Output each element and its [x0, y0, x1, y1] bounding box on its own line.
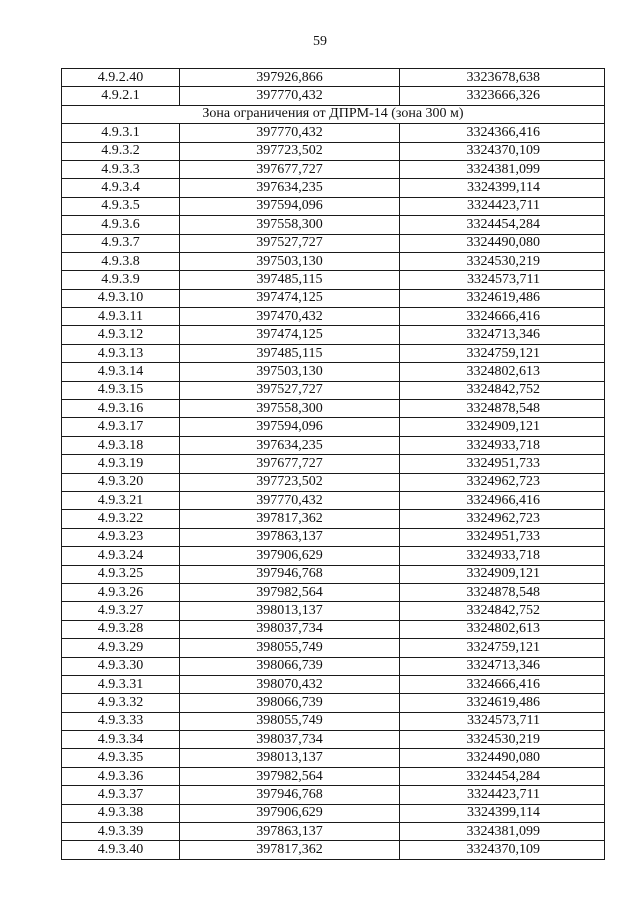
table-row — [62, 400, 605, 418]
point-number-cell: 4.9.3.30 — [62, 657, 180, 675]
point-number-cell: 4.9.3.17 — [62, 418, 180, 436]
table-row — [62, 657, 605, 675]
point-number-cell: 4.9.3.24 — [62, 547, 180, 565]
table-row — [62, 823, 605, 841]
table-row — [62, 363, 605, 381]
table-row — [62, 216, 605, 234]
x-coordinate-cell: 397474,125 — [180, 289, 400, 307]
x-coordinate-cell: 397946,768 — [180, 565, 400, 583]
y-coordinate-cell: 3324878,548 — [400, 400, 605, 418]
point-number-cell: 4.9.3.9 — [62, 271, 180, 289]
x-coordinate-cell: 398055,749 — [180, 712, 400, 730]
x-coordinate-cell: 397634,235 — [180, 436, 400, 454]
x-coordinate-cell: 397677,727 — [180, 455, 400, 473]
point-number-cell: 4.9.3.32 — [62, 694, 180, 712]
y-coordinate-cell: 3324366,416 — [400, 124, 605, 142]
point-number-cell: 4.9.3.6 — [62, 216, 180, 234]
table-row — [62, 455, 605, 473]
y-coordinate-cell: 3324909,121 — [400, 418, 605, 436]
point-number-cell: 4.9.3.10 — [62, 289, 180, 307]
y-coordinate-cell: 3324370,109 — [400, 841, 605, 859]
point-number-cell: 4.9.3.34 — [62, 731, 180, 749]
y-coordinate-cell: 3324530,219 — [400, 731, 605, 749]
x-coordinate-cell: 397770,432 — [180, 124, 400, 142]
point-number-cell: 4.9.3.11 — [62, 308, 180, 326]
y-coordinate-cell: 3324878,548 — [400, 583, 605, 601]
x-coordinate-cell: 397723,502 — [180, 142, 400, 160]
y-coordinate-cell: 3324619,486 — [400, 694, 605, 712]
x-coordinate-cell: 397770,432 — [180, 87, 400, 105]
section-title-row — [62, 105, 605, 123]
y-coordinate-cell: 3324423,711 — [400, 197, 605, 215]
table-row — [62, 620, 605, 638]
y-coordinate-cell: 3324490,080 — [400, 234, 605, 252]
y-coordinate-cell: 3324370,109 — [400, 142, 605, 160]
table-row — [62, 731, 605, 749]
table-row — [62, 565, 605, 583]
x-coordinate-cell: 398066,739 — [180, 694, 400, 712]
y-coordinate-cell: 3324802,613 — [400, 363, 605, 381]
x-coordinate-cell: 397485,115 — [180, 344, 400, 362]
point-number-cell: 4.9.3.19 — [62, 455, 180, 473]
table-row — [62, 418, 605, 436]
table-row — [62, 289, 605, 307]
table-row — [62, 234, 605, 252]
point-number-cell: 4.9.2.40 — [62, 69, 180, 87]
point-number-cell: 4.9.3.29 — [62, 639, 180, 657]
table-row — [62, 749, 605, 767]
y-coordinate-cell: 3324962,723 — [400, 473, 605, 491]
y-coordinate-cell: 3324530,219 — [400, 252, 605, 270]
point-number-cell: 4.9.2.1 — [62, 87, 180, 105]
y-coordinate-cell: 3324966,416 — [400, 491, 605, 509]
page-number: 59 — [313, 34, 327, 49]
y-coordinate-cell: 3324933,718 — [400, 436, 605, 454]
y-coordinate-cell: 3323678,638 — [400, 69, 605, 87]
table-row — [62, 602, 605, 620]
x-coordinate-cell: 397594,096 — [180, 418, 400, 436]
x-coordinate-cell: 397946,768 — [180, 786, 400, 804]
x-coordinate-cell: 397503,130 — [180, 252, 400, 270]
table-row — [62, 712, 605, 730]
x-coordinate-cell: 397982,564 — [180, 583, 400, 601]
section-title: Зона ограничения от ДПРМ-14 (зона 300 м) — [62, 105, 605, 123]
x-coordinate-cell: 397906,629 — [180, 804, 400, 822]
table-row — [62, 583, 605, 601]
point-number-cell: 4.9.3.12 — [62, 326, 180, 344]
table-row — [62, 767, 605, 785]
y-coordinate-cell: 3324666,416 — [400, 675, 605, 693]
point-number-cell: 4.9.3.37 — [62, 786, 180, 804]
y-coordinate-cell: 3323666,326 — [400, 87, 605, 105]
y-coordinate-cell: 3324909,121 — [400, 565, 605, 583]
y-coordinate-cell: 3324573,711 — [400, 271, 605, 289]
table-row — [62, 160, 605, 178]
x-coordinate-cell: 397634,235 — [180, 179, 400, 197]
table-row — [62, 271, 605, 289]
x-coordinate-cell: 398066,739 — [180, 657, 400, 675]
coordinates-table — [61, 68, 605, 860]
point-number-cell: 4.9.3.27 — [62, 602, 180, 620]
y-coordinate-cell: 3324490,080 — [400, 749, 605, 767]
point-number-cell: 4.9.3.14 — [62, 363, 180, 381]
x-coordinate-cell: 397470,432 — [180, 308, 400, 326]
y-coordinate-cell: 3324951,733 — [400, 528, 605, 546]
table-row — [62, 694, 605, 712]
y-coordinate-cell: 3324842,752 — [400, 381, 605, 399]
table-row — [62, 841, 605, 859]
x-coordinate-cell: 398013,137 — [180, 602, 400, 620]
y-coordinate-cell: 3324666,416 — [400, 308, 605, 326]
x-coordinate-cell: 397527,727 — [180, 234, 400, 252]
x-coordinate-cell: 397558,300 — [180, 216, 400, 234]
table-row — [62, 510, 605, 528]
table-row — [62, 179, 605, 197]
x-coordinate-cell: 397474,125 — [180, 326, 400, 344]
x-coordinate-cell: 397817,362 — [180, 841, 400, 859]
y-coordinate-cell: 3324423,711 — [400, 786, 605, 804]
table-row — [62, 804, 605, 822]
point-number-cell: 4.9.3.25 — [62, 565, 180, 583]
table-row — [62, 197, 605, 215]
point-number-cell: 4.9.3.22 — [62, 510, 180, 528]
point-number-cell: 4.9.3.40 — [62, 841, 180, 859]
y-coordinate-cell: 3324713,346 — [400, 326, 605, 344]
table-row — [62, 639, 605, 657]
point-number-cell: 4.9.3.15 — [62, 381, 180, 399]
table-row — [62, 69, 605, 87]
table-row — [62, 675, 605, 693]
point-number-cell: 4.9.3.1 — [62, 124, 180, 142]
x-coordinate-cell: 398037,734 — [180, 620, 400, 638]
table-row — [62, 528, 605, 546]
point-number-cell: 4.9.3.31 — [62, 675, 180, 693]
point-number-cell: 4.9.3.23 — [62, 528, 180, 546]
y-coordinate-cell: 3324713,346 — [400, 657, 605, 675]
table-row — [62, 326, 605, 344]
y-coordinate-cell: 3324759,121 — [400, 344, 605, 362]
y-coordinate-cell: 3324962,723 — [400, 510, 605, 528]
x-coordinate-cell: 397770,432 — [180, 491, 400, 509]
x-coordinate-cell: 397926,866 — [180, 69, 400, 87]
x-coordinate-cell: 397817,362 — [180, 510, 400, 528]
table-row — [62, 252, 605, 270]
y-coordinate-cell: 3324619,486 — [400, 289, 605, 307]
y-coordinate-cell: 3324381,099 — [400, 160, 605, 178]
point-number-cell: 4.9.3.2 — [62, 142, 180, 160]
point-number-cell: 4.9.3.5 — [62, 197, 180, 215]
x-coordinate-cell: 397558,300 — [180, 400, 400, 418]
table-row — [62, 308, 605, 326]
table-row — [62, 786, 605, 804]
y-coordinate-cell: 3324933,718 — [400, 547, 605, 565]
x-coordinate-cell: 398055,749 — [180, 639, 400, 657]
point-number-cell: 4.9.3.35 — [62, 749, 180, 767]
y-coordinate-cell: 3324399,114 — [400, 804, 605, 822]
point-number-cell: 4.9.3.21 — [62, 491, 180, 509]
point-number-cell: 4.9.3.7 — [62, 234, 180, 252]
point-number-cell: 4.9.3.16 — [62, 400, 180, 418]
x-coordinate-cell: 397906,629 — [180, 547, 400, 565]
point-number-cell: 4.9.3.13 — [62, 344, 180, 362]
point-number-cell: 4.9.3.36 — [62, 767, 180, 785]
table-row — [62, 436, 605, 454]
point-number-cell: 4.9.3.39 — [62, 823, 180, 841]
x-coordinate-cell: 398037,734 — [180, 731, 400, 749]
y-coordinate-cell: 3324951,733 — [400, 455, 605, 473]
table-row — [62, 491, 605, 509]
x-coordinate-cell: 397527,727 — [180, 381, 400, 399]
point-number-cell: 4.9.3.20 — [62, 473, 180, 491]
table-row — [62, 87, 605, 105]
point-number-cell: 4.9.3.8 — [62, 252, 180, 270]
table-row — [62, 381, 605, 399]
point-number-cell: 4.9.3.38 — [62, 804, 180, 822]
y-coordinate-cell: 3324454,284 — [400, 216, 605, 234]
y-coordinate-cell: 3324842,752 — [400, 602, 605, 620]
table-row — [62, 547, 605, 565]
x-coordinate-cell: 397982,564 — [180, 767, 400, 785]
x-coordinate-cell: 397677,727 — [180, 160, 400, 178]
y-coordinate-cell: 3324802,613 — [400, 620, 605, 638]
y-coordinate-cell: 3324381,099 — [400, 823, 605, 841]
y-coordinate-cell: 3324759,121 — [400, 639, 605, 657]
x-coordinate-cell: 397594,096 — [180, 197, 400, 215]
coordinates-table-body — [62, 69, 605, 860]
y-coordinate-cell: 3324399,114 — [400, 179, 605, 197]
x-coordinate-cell: 397723,502 — [180, 473, 400, 491]
point-number-cell: 4.9.3.18 — [62, 436, 180, 454]
table-row — [62, 473, 605, 491]
point-number-cell: 4.9.3.4 — [62, 179, 180, 197]
x-coordinate-cell: 397863,137 — [180, 823, 400, 841]
x-coordinate-cell: 398070,432 — [180, 675, 400, 693]
y-coordinate-cell: 3324573,711 — [400, 712, 605, 730]
x-coordinate-cell: 397863,137 — [180, 528, 400, 546]
point-number-cell: 4.9.3.3 — [62, 160, 180, 178]
point-number-cell: 4.9.3.28 — [62, 620, 180, 638]
point-number-cell: 4.9.3.26 — [62, 583, 180, 601]
table-row — [62, 142, 605, 160]
table-row — [62, 124, 605, 142]
x-coordinate-cell: 398013,137 — [180, 749, 400, 767]
y-coordinate-cell: 3324454,284 — [400, 767, 605, 785]
x-coordinate-cell: 397485,115 — [180, 271, 400, 289]
point-number-cell: 4.9.3.33 — [62, 712, 180, 730]
table-row — [62, 344, 605, 362]
x-coordinate-cell: 397503,130 — [180, 363, 400, 381]
